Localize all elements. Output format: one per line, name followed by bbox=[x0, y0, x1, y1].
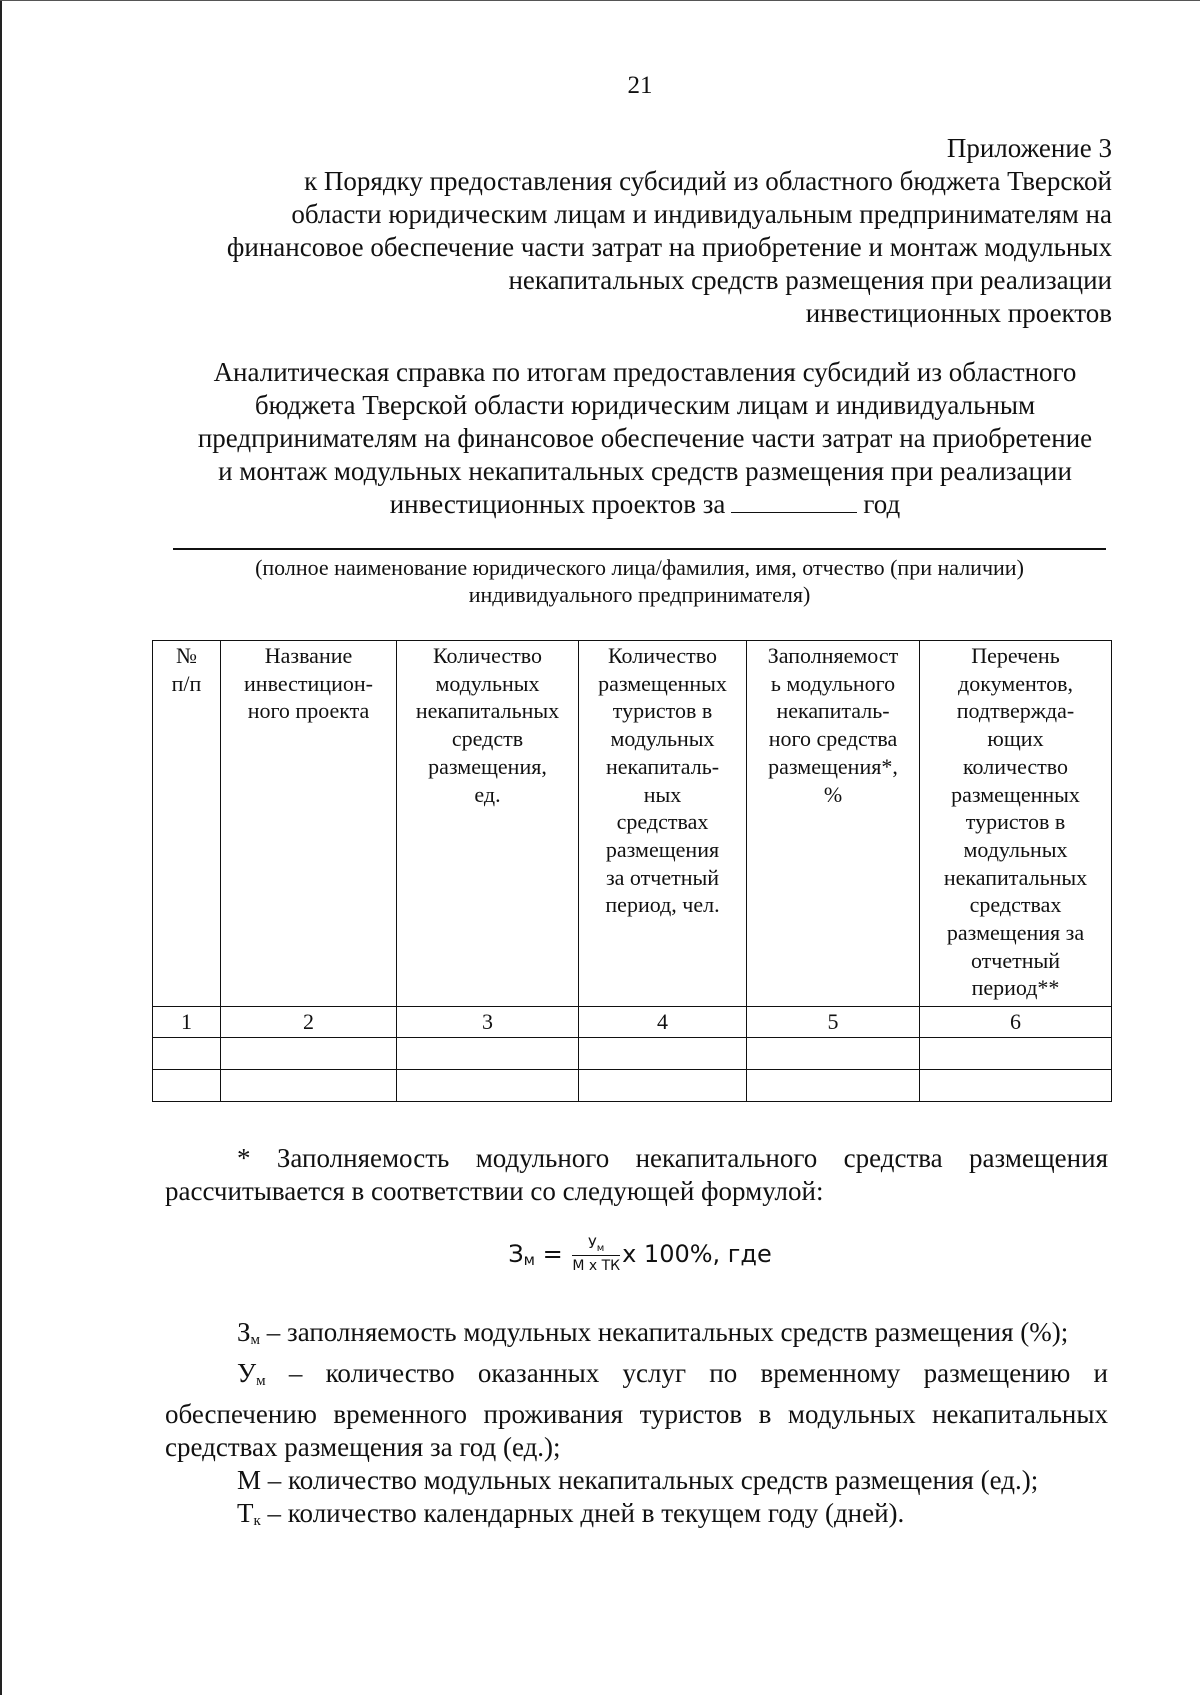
col-header-project-name: Название инвестицион- ного проекта bbox=[221, 641, 397, 1007]
entity-name-field[interactable] bbox=[173, 548, 1106, 550]
empty-cell[interactable] bbox=[920, 1038, 1112, 1070]
empty-cell[interactable] bbox=[579, 1038, 747, 1070]
column-number-cell: 2 bbox=[221, 1007, 397, 1038]
formula-denominator: М х ТК bbox=[572, 1258, 621, 1274]
col-header-documents: Перечень документов, подтвержда- ющих количество размещенных туристов в модульных некапитальных средствах размещения за отчетный период** bbox=[920, 641, 1112, 1007]
occupancy-formula bbox=[0, 1236, 1200, 1274]
empty-cell[interactable] bbox=[397, 1038, 579, 1070]
column-number-cell: 3 bbox=[397, 1007, 579, 1038]
appendix-line: области юридическим лицам и индивидуальным предпринимателям на bbox=[291, 199, 1112, 229]
title-last-prefix: инвестиционных проектов за bbox=[389, 489, 726, 519]
formula-numerator: $У_м$ bbox=[572, 1236, 620, 1256]
empty-cell[interactable] bbox=[397, 1070, 579, 1102]
report-table bbox=[152, 640, 1112, 1102]
col-header-tourist-count: Количество размещенных туристов в модульных некапиталь- ных средствах размещения за отчетный период, чел. bbox=[579, 641, 747, 1007]
empty-cell[interactable] bbox=[221, 1038, 397, 1070]
entity-name-hint bbox=[173, 554, 1106, 608]
empty-cell[interactable] bbox=[747, 1038, 920, 1070]
formula-lhs-sub: м bbox=[523, 1251, 535, 1269]
empty-cell[interactable] bbox=[920, 1070, 1112, 1102]
empty-cell[interactable] bbox=[579, 1070, 747, 1102]
formula-tail: х 100%, где bbox=[622, 1240, 772, 1268]
column-number-cell: 4 bbox=[579, 1007, 747, 1038]
title-line: Аналитическая справка по итогам предоставления субсидий из областного bbox=[213, 357, 1077, 387]
title-line: и монтаж модульных некапитальных средств размещения при реализации bbox=[218, 456, 1072, 486]
appendix-line: к Порядку предоставления субсидий из областного бюджета Тверской bbox=[304, 166, 1112, 196]
appendix-line: финансовое обеспечение части затрат на приобретение и монтаж модульных bbox=[226, 232, 1112, 262]
hint-line: (полное наименование юридического лица/фамилия, имя, отчество (при наличии) bbox=[255, 555, 1024, 580]
column-number-cell: 1 bbox=[153, 1007, 221, 1038]
column-number-cell: 6 bbox=[920, 1007, 1112, 1038]
document-title bbox=[160, 356, 1130, 521]
appendix-line: некапитальных средств размещения при реализации bbox=[508, 265, 1112, 295]
col-header-number: № п/п bbox=[153, 641, 221, 1007]
empty-cell[interactable] bbox=[153, 1070, 221, 1102]
empty-cell[interactable] bbox=[153, 1038, 221, 1070]
note-line: * Заполняемость модульного некапитального средства размещения bbox=[237, 1143, 1108, 1173]
empty-cell[interactable] bbox=[747, 1070, 920, 1102]
formula-fraction bbox=[572, 1236, 620, 1274]
page-number: 21 bbox=[627, 72, 653, 99]
table-row bbox=[153, 1070, 1112, 1102]
title-last-line bbox=[160, 488, 1130, 521]
definition-um-cont: средствах размещения за год (ед.); bbox=[165, 1432, 561, 1462]
hint-line: индивидуального предпринимателя) bbox=[468, 582, 811, 607]
definition-m: М – количество модульных некапитальных средств размещения (ед.); bbox=[237, 1465, 1039, 1495]
note-line: рассчитывается в соответствии со следующей формулой: bbox=[165, 1176, 824, 1206]
appendix-line: инвестиционных проектов bbox=[805, 298, 1112, 328]
definition-tk: $Т_к$ – количество календарных дней в текущем году (дней). bbox=[237, 1498, 905, 1529]
table-header-row bbox=[153, 641, 1112, 1007]
formula-lhs: З bbox=[508, 1240, 524, 1268]
definition-um-cont: обеспечению временного проживания туристов в модульных некапитальных bbox=[165, 1399, 1108, 1429]
title-line: бюджета Тверской области юридическим лицам и индивидуальным bbox=[254, 390, 1036, 420]
col-header-facility-count: Количество модульных некапитальных средств размещения, ед. bbox=[397, 641, 579, 1007]
appendix-line: Приложение 3 bbox=[946, 133, 1112, 163]
formula-equals: = bbox=[542, 1240, 563, 1268]
year-blank-field[interactable] bbox=[731, 492, 857, 513]
empty-cell[interactable] bbox=[221, 1070, 397, 1102]
scan-top-line bbox=[0, 0, 1200, 1]
scan-edge-line bbox=[0, 0, 2, 1695]
title-last-suffix: год bbox=[863, 489, 901, 519]
definition-um: $У_м$ – количество оказанных услуг по временному размещению и bbox=[237, 1358, 1108, 1389]
formula-definitions bbox=[165, 1316, 1108, 1538]
title-line: предпринимателям на финансовое обеспечение части затрат на приобретение bbox=[197, 423, 1093, 453]
appendix-header bbox=[172, 132, 1112, 330]
column-number-row bbox=[153, 1007, 1112, 1038]
table-row bbox=[153, 1038, 1112, 1070]
definition-zm: $З_м$ – заполняемость модульных некапитальных средств размещения (%); bbox=[237, 1317, 1069, 1348]
col-header-occupancy: Заполняемост ь модульного некапиталь- ного средства размещения*, % bbox=[747, 641, 920, 1007]
column-number-cell: 5 bbox=[747, 1007, 920, 1038]
footnote-occupancy bbox=[165, 1142, 1108, 1208]
